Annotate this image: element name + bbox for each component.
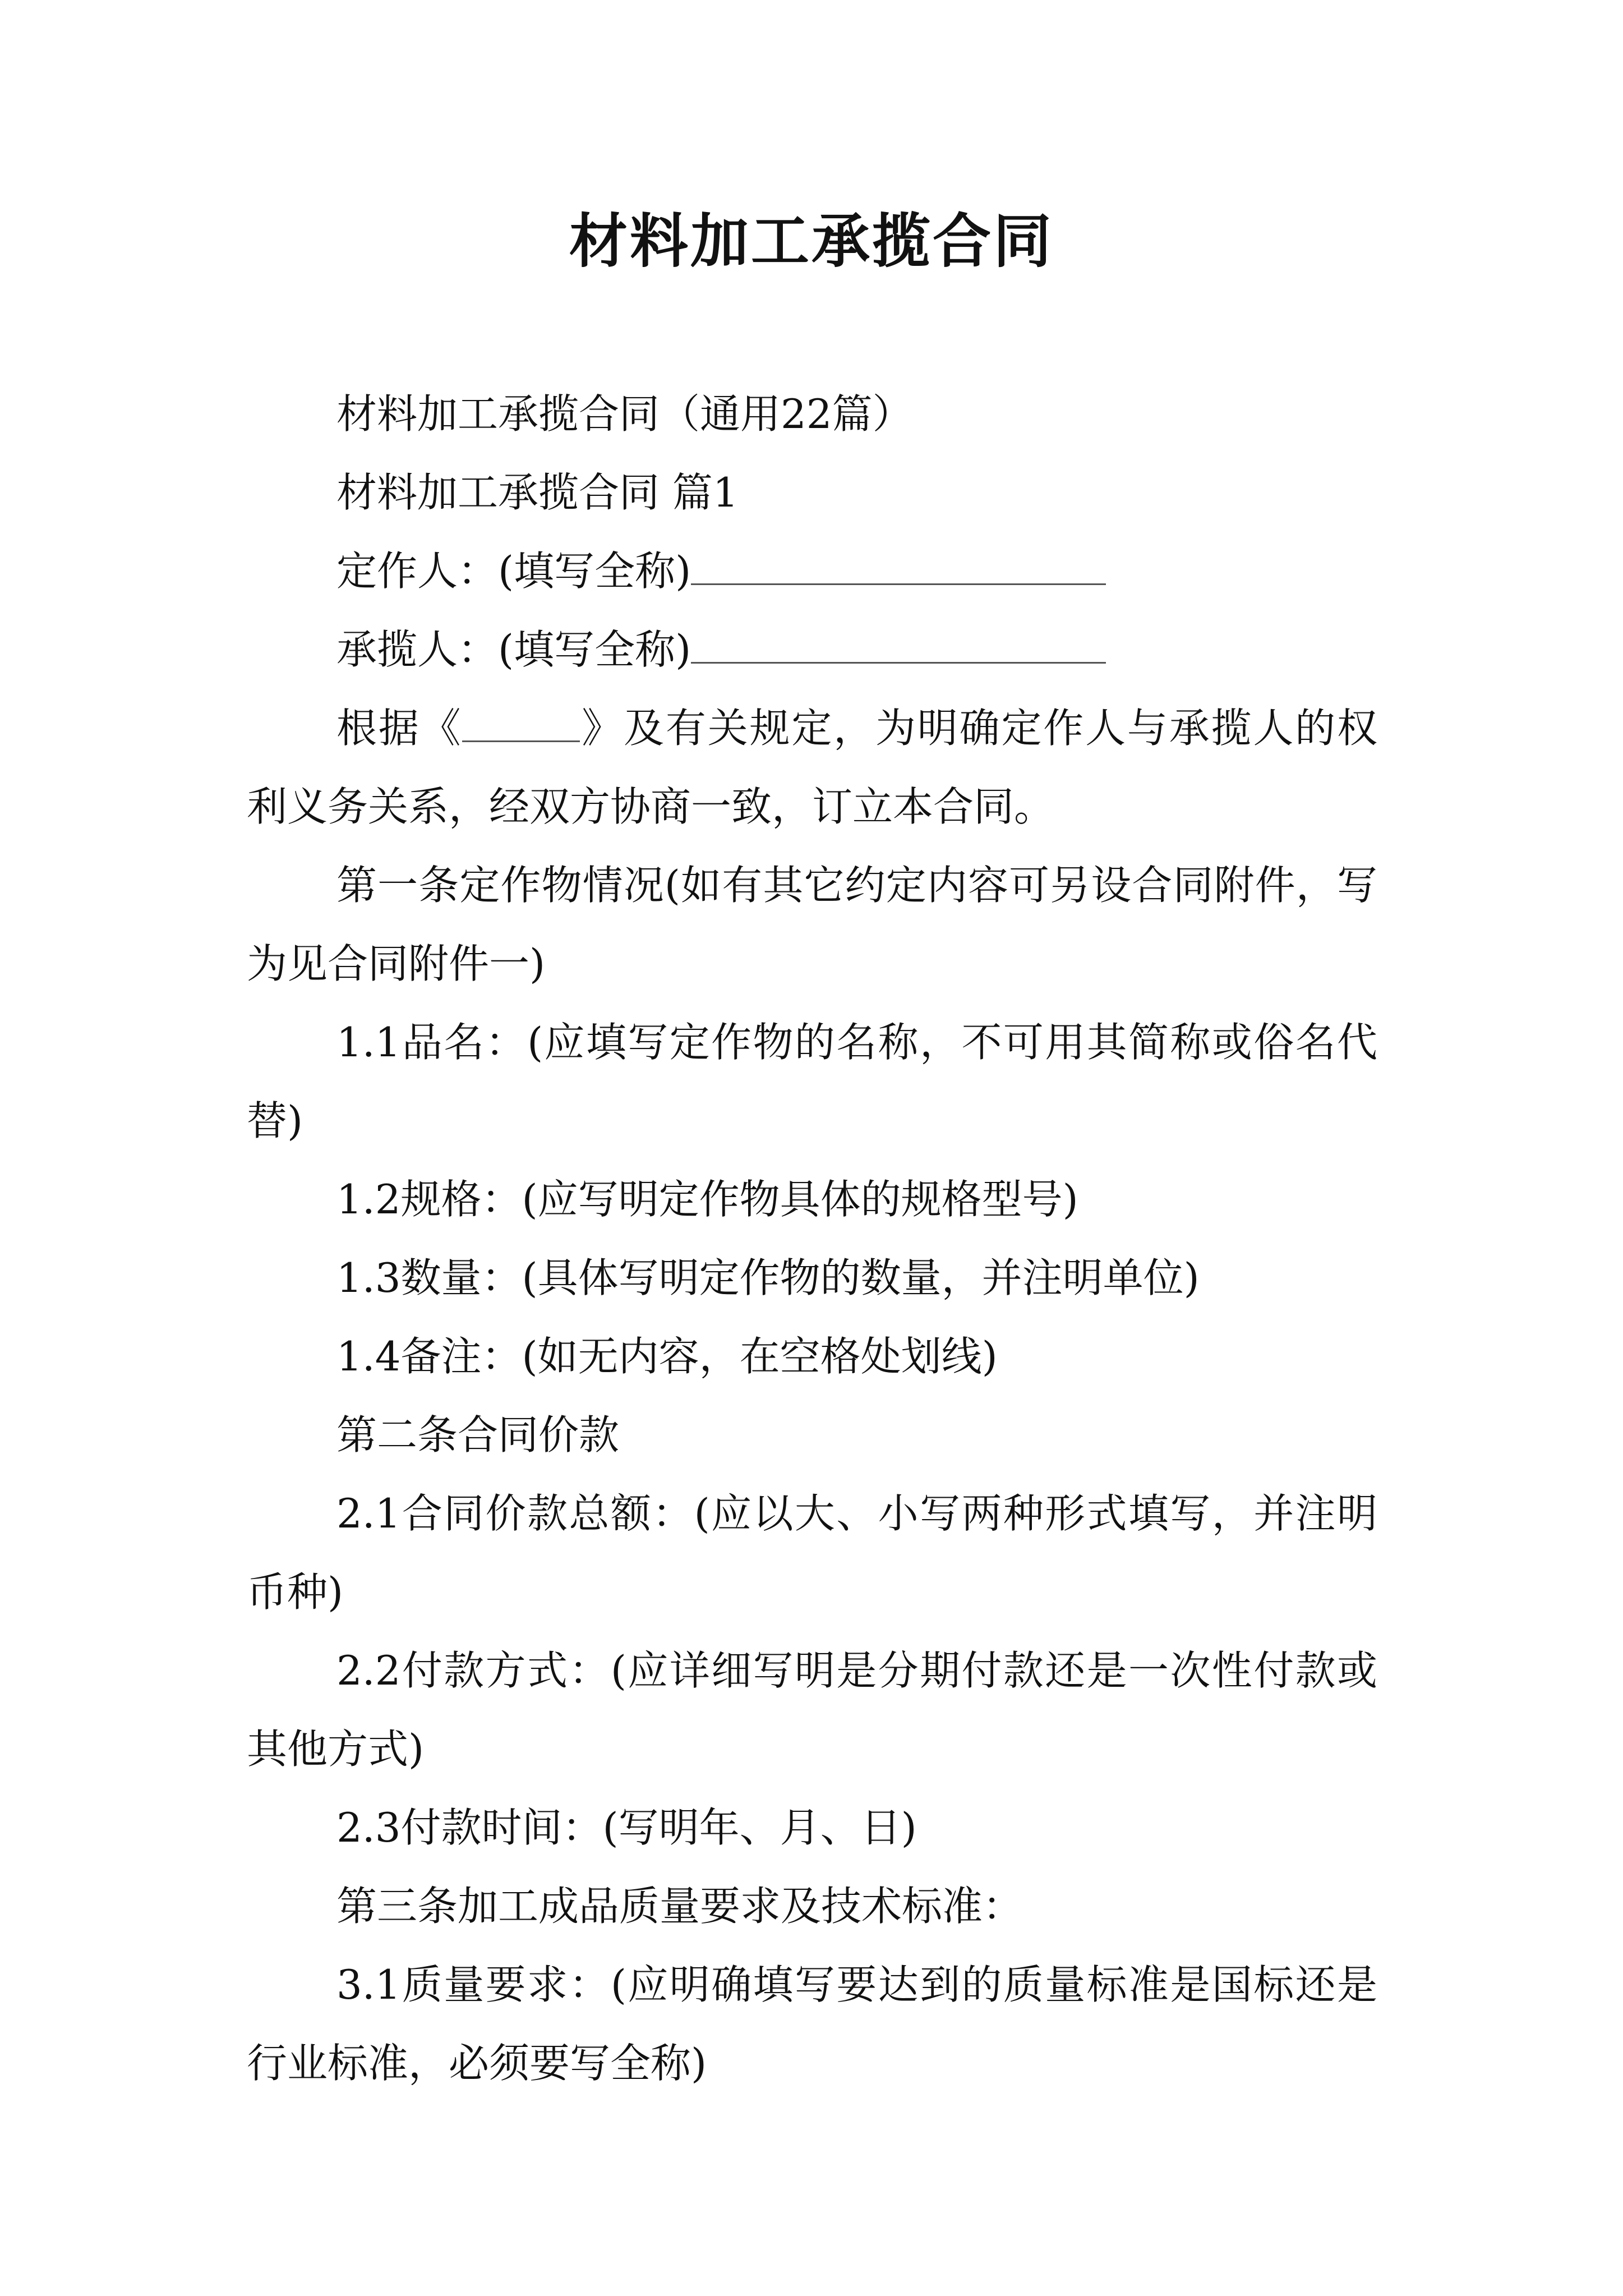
document-body bbox=[247, 375, 1377, 2102]
article-1-heading: 第一条定作物情况(如有其它约定内容可另设合同附件，写为见合同附件一) bbox=[247, 862, 1377, 987]
collection-heading: 材料加工承揽合同（通用22篇） bbox=[336, 390, 913, 438]
clause-1-3: 1.3数量：(具体写明定作物的数量，并注明单位) bbox=[336, 1254, 1200, 1301]
article-3-heading: 第三条加工成品质量要求及技术标准： bbox=[336, 1883, 1023, 1930]
orderer-blank bbox=[691, 544, 1106, 585]
contractor-line bbox=[247, 610, 1377, 689]
clause-1-2: 1.2规格：(应写明定作物具体的规格型号) bbox=[336, 1176, 1078, 1223]
clause-1-4: 1.4备注：(如无内容，在空格处划线) bbox=[336, 1333, 998, 1380]
basis-paragraph bbox=[247, 689, 1377, 846]
part-heading: 材料加工承揽合同 篇1 bbox=[336, 469, 739, 516]
law-name-blank bbox=[462, 701, 580, 742]
clause-1-1: 1.1品名：(应填写定作物的名称，不可用其简称或俗名代替) bbox=[247, 1019, 1377, 1144]
orderer-line bbox=[247, 532, 1377, 610]
article-2-heading: 第二条合同价款 bbox=[336, 1411, 620, 1458]
clause-2-3: 2.3付款时间：(写明年、月、日) bbox=[336, 1804, 917, 1851]
clause-3-1: 3.1质量要求：(应明确填写要达到的质量标准是国标还是行业标准，必须要写全称) bbox=[247, 1961, 1377, 2087]
contractor-label: 承揽人：(填写全称) bbox=[336, 626, 691, 673]
clause-2-2: 2.2付款方式：(应详细写明是分期付款还是一次性付款或其他方式) bbox=[247, 1647, 1377, 1773]
basis-prefix: 根据《 bbox=[336, 705, 463, 752]
orderer-label: 定作人：(填写全称) bbox=[336, 547, 691, 595]
contractor-blank bbox=[691, 623, 1106, 664]
basis-suffix: 》及有关规定，为明确定作人与承揽人的权利义务关系，经双方协商一致，订立本合同。 bbox=[247, 705, 1377, 830]
document-title: 材料加工承揽合同 bbox=[569, 206, 1054, 275]
clause-2-1: 2.1合同价款总额：(应以大、小写两种形式填写，并注明币种) bbox=[247, 1490, 1377, 1616]
